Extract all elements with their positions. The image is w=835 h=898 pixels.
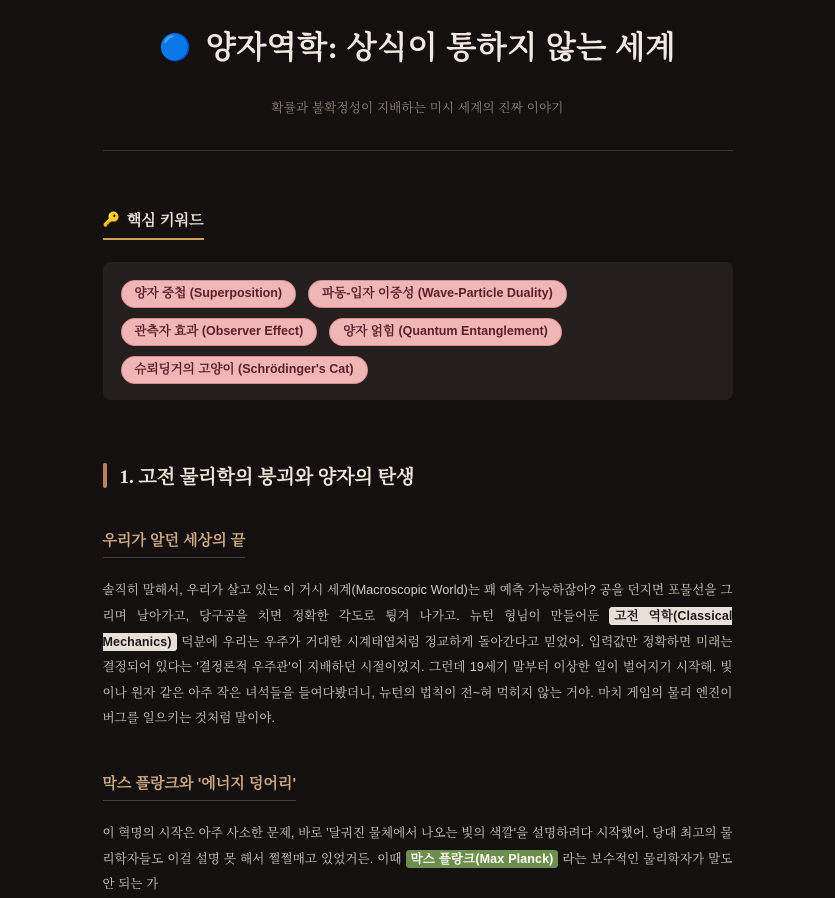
keyword-chip[interactable]: 파동-입자 이중성 (Wave-Particle Duality)	[308, 280, 567, 308]
keyword-chip[interactable]: 관측자 효과 (Observer Effect)	[121, 318, 318, 346]
section-heading-1	[103, 462, 733, 489]
keyword-chip-list	[121, 280, 715, 384]
keyword-chip[interactable]: 슈뢰딩거의 고양이 (Schrödinger's Cat)	[121, 356, 368, 384]
keywords-heading-label: 핵심 키워드	[126, 212, 204, 230]
paragraph-2-text-before: 이 혁명의 시작은 아주 사소한 문제, 바로 '달궈진 물체에서 나오는 빛의 색깔'을 설명하려다 시작했어. 당대 최고의 물리학자들도 이걸 설명 못 해서 쩔쩔매고 있었거든. 이때	[102, 826, 733, 866]
paragraph-1-text-before: 솔직히 말해서, 우리가 살고 있는 이 거시 세계(Macroscopic World)는 꽤 예측 가능하잖아? 공을 던지면 포물선을 그리며 날아가고, 당구공을 치면 정확한 각도로 튕겨 나가고. 뉴턴 형님이 만들어둔	[102, 583, 733, 623]
paragraph-2	[103, 821, 733, 898]
section-heading-1-label: 1. 고전 물리학의 붕괴와 양자의 탄생	[119, 467, 415, 489]
highlight-classical-mechanics: 고전 역학(Classical Mechanics)	[102, 608, 733, 649]
key-icon: 🔑	[102, 211, 120, 228]
subsection-heading-1: 우리가 알던 세상의 끝	[103, 529, 246, 558]
section-accent-bar	[103, 463, 107, 488]
blue-circle-icon: 🔵	[159, 33, 192, 63]
paragraph-1-text-after: 덕분에 우리는 우주가 거대한 시계태엽처럼 정교하게 돌아간다고 믿었어. 입력값만 정확하면 미래는 결정되어 있다는 '결정론적 우주관'이 지배하던 시절이었지. 그런데 19세기 말부터 이상한 일이 벌어지기 시작해. 빛이나 원자 같은 아주 작은 녀석들을 들여다봤더니, 뉴턴의 법칙이 전~혀 먹히지 않는 거야. 마치 게임의 물리 엔진이 버그를 일으키는 것처럼 말이야.	[102, 634, 733, 726]
page-title-text: 양자역학: 상식이 통하지 않는 세계	[205, 30, 676, 65]
subsection-heading-2: 막스 플랑크와 '에너지 덩어리'	[103, 772, 297, 801]
keywords-box	[103, 262, 733, 400]
keywords-section	[103, 151, 733, 400]
keywords-heading	[103, 209, 204, 240]
keyword-chip[interactable]: 양자 중첩 (Superposition)	[121, 280, 297, 308]
highlight-max-planck: 막스 플랑크(Max Planck)	[406, 850, 559, 868]
paragraph-1	[103, 578, 733, 732]
document-content	[103, 0, 733, 898]
page-title	[103, 28, 733, 70]
keyword-chip[interactable]: 양자 얽힘 (Quantum Entanglement)	[329, 318, 562, 346]
paragraph-2-text-after: 라는 보수적인 물리학자가 말도 안 되는 가	[102, 851, 733, 892]
page-subtitle: 확률과 불확정성이 지배하는 미시 세계의 진짜 이야기	[271, 101, 564, 116]
